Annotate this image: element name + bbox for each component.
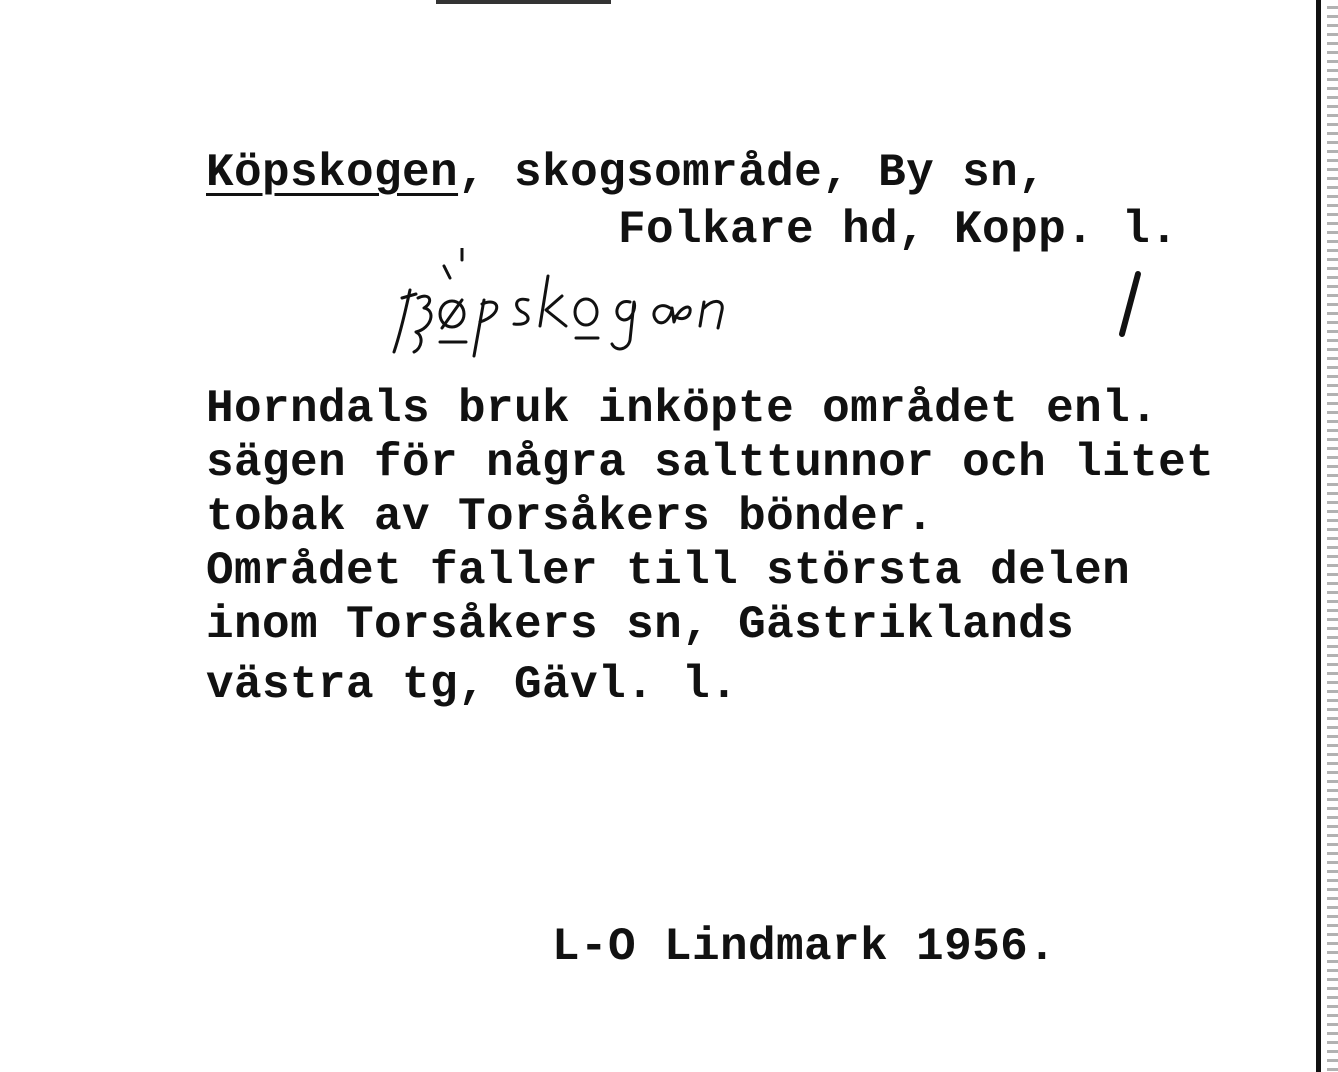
body-line-3: tobak av Torsåkers bönder. [206,491,935,543]
body-line-5: inom Torsåkers sn, Gästriklands [206,599,1075,651]
handwritten-pronunciation [380,248,800,368]
heading-description: , skogsområde, By sn, [458,147,1047,199]
heading-line-2: Folkare hd, Kopp. l. [618,204,1179,256]
card-top-edge [436,0,611,4]
body-line-1: Horndals bruk inköpte området enl. [206,383,1159,435]
body-line-4: Området faller till största delen [206,545,1131,597]
card-right-border-shadow [1327,0,1338,1072]
place-name: Köpskogen [206,147,459,199]
body-line-6: västra tg, Gävl. l. [206,659,739,711]
handwritten-slash-mark [1110,270,1150,340]
body-line-2: sägen för några salttunnor och litet [206,437,1215,489]
heading-line-1 [206,147,1047,199]
signature-line: L-O Lindmark 1956. [552,921,1057,973]
card-right-edge [1316,0,1321,1072]
